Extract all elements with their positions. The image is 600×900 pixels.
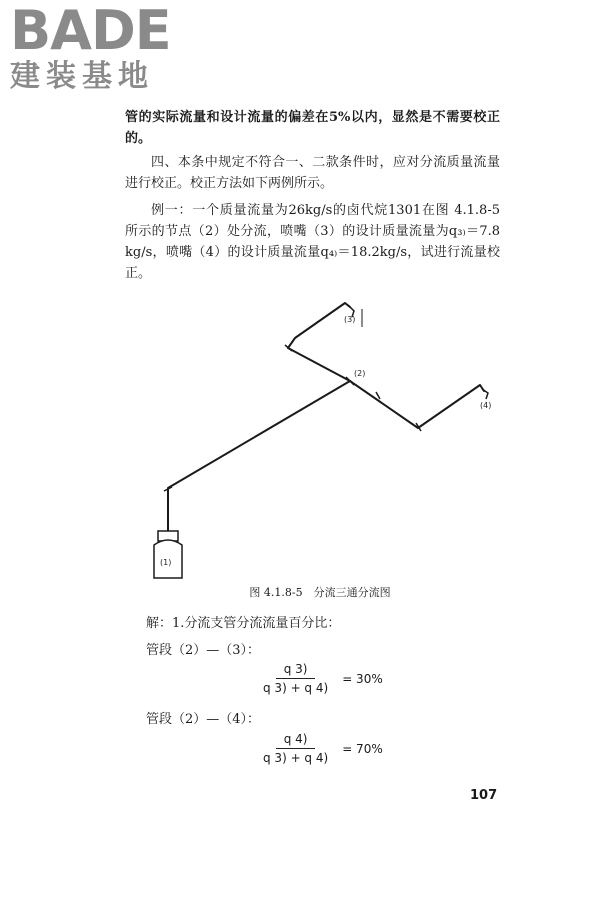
main-pipe [168, 381, 350, 535]
fraction [255, 732, 336, 765]
formula-segment-2-4 [255, 732, 383, 765]
page-number: 107 [470, 788, 498, 803]
label-node-4: (4) [480, 401, 492, 410]
result-percent: = 70% [342, 741, 383, 756]
pipe-joint [376, 392, 380, 399]
logo-subtitle: 建装基地 [10, 59, 154, 94]
numerator: q 3) [276, 662, 316, 679]
denominator: q 3) + q 4) [263, 751, 329, 765]
paragraph-clause-four: 四、本条中规定不符合一、二款条件时，应对分流质量流量进行校正。校正方法如下两例所示。 [125, 155, 500, 191]
fraction [255, 662, 336, 695]
formula-segment-2-3 [255, 662, 383, 695]
agent-cylinder [154, 531, 182, 578]
label-node-3: (3) [344, 315, 356, 324]
segment-2-4-label: 管段（2）—（4）： [146, 712, 261, 727]
figure-caption: 图 4.1.8-5 分流三通分流图 [249, 586, 391, 599]
solution-intro: 解：1.分流支管分流流量百分比： [146, 616, 341, 631]
branch-pipe-4 [350, 381, 484, 428]
brand-logo [10, 0, 180, 94]
segment-2-3-label: 管段（2）—（3）： [146, 643, 261, 658]
numerator: q 4) [276, 732, 316, 749]
result-percent: = 30% [342, 671, 383, 686]
pipe-network-drawing [150, 293, 510, 583]
denominator: q 3) + q 4) [263, 681, 329, 695]
label-node-1: (1) [160, 558, 172, 567]
nozzle-4 [482, 389, 488, 399]
paragraph-continuation: 管的实际流量和设计流量的偏差在5%以内，显然是不需要校正的。 [125, 110, 500, 146]
paragraph-example-one: 例一：一个质量流量为26kg/s的卤代烷1301在图 4.1.8-5 所示的节点（2）处分流，喷嘴（3）的设计质量流量为q₃₎＝7.8 kg/s，喷嘴（4）的设计质量流量q₄₎＝18.2kg/s，试进行流量校正。 [125, 203, 500, 281]
label-node-2: (2) [354, 369, 366, 378]
branch-pipe-3 [288, 303, 350, 381]
split-tee-diagram [150, 293, 510, 583]
logo-brand-text: BADE [10, 0, 171, 62]
